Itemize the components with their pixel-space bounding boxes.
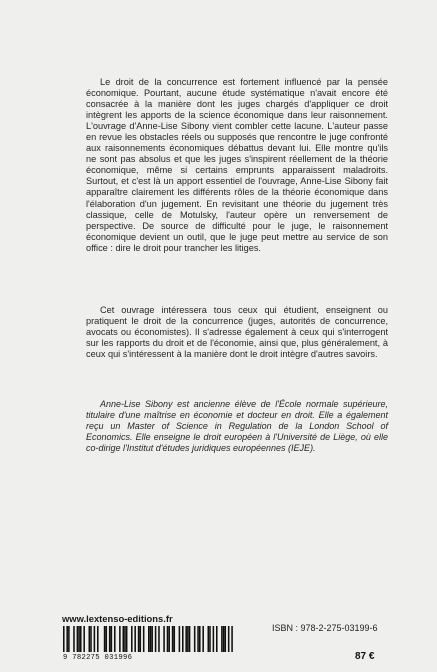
publisher-website: www.lextenso-editions.fr <box>62 613 173 624</box>
price: 87 € <box>355 651 375 662</box>
barcode-number: 9 782275 031996 <box>63 654 133 662</box>
summary-paragraph: Le droit de la concurrence est fortement influencé par la pensée économique. Pourtant, aucune étude systématique n'avait encore été consacrée à la manière dont les juges chargés d'appliquer ce droit intègrent les apports de la science économique dans leur raisonnement. L'ouvrage d'Anne-Lise Sibony vient combler cette lacune. L'auteur passe en revue les obstacles réels ou supposés que rencontre le juge confronté aux raisonnements économiques débattus devant lui. Elle montre qu'ils ne sont pas absolus et que les juges s'inspirent réellement de la théorie économique, même si certains emprunts apparaissent maladroits. Surtout, et c'est là un apport essentiel de l'ouvrage, Anne-Lise Sibony fait apparaître clairement les différents rôles de la théorie économique dans l'élaboration d'un jugement. En revisitant une théorie du jugement très classique, celle de Motulsky, l'auteur opère un renversement de perspective. De source de difficulté pour le juge, le raisonnement économique devient un outil, que le juge peut mettre au service de son office : dire le droit pour trancher les litiges. <box>86 77 388 253</box>
audience-paragraph: Cet ouvrage intéressera tous ceux qui étudient, enseignent ou pratiquent le droit de la concurrence (juges, autorités de concurrence, avocats ou économistes). Il s'adresse également à ceux qui s'interrogent sur les rapports du droit et de l'économie, ainsi que, plus généralement, à ceux qui s'intéressent à la manière dont le droit intègre d'autres savoirs. <box>86 305 388 360</box>
isbn: ISBN : 978-2-275-03199-6 <box>272 623 378 633</box>
author-bio: Anne-Lise Sibony est ancienne élève de l'École normale supérieure, titulaire d'une maîtrise en économie et docteur en droit. Elle a également reçu un Master of Science in Regulation de la London School of Economics. Elle enseigne le droit européen à l'Université de Liège, où elle co-dirige l'Institut d'études juridiques européennes (IEJE). <box>86 399 388 454</box>
barcode-icon <box>63 626 233 652</box>
